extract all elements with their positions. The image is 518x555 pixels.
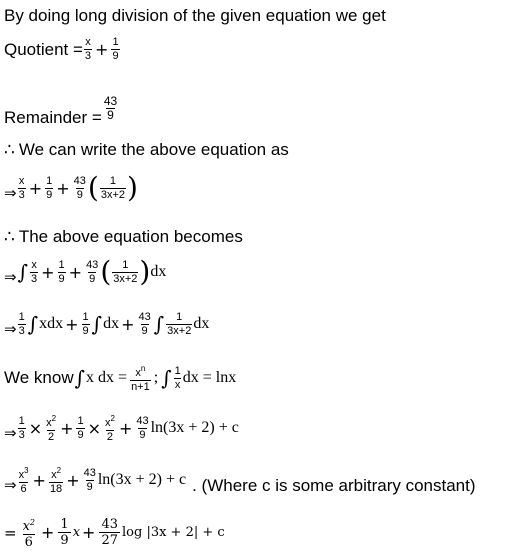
quotient-line: Quotient = $\frac{x}{3}$ + $\frac{1}{9}$ bbox=[4, 36, 119, 62]
implies-icon: ⇒ bbox=[4, 184, 17, 202]
implies-icon-4: ⇒ bbox=[4, 424, 17, 442]
implies-icon-3: ⇒ bbox=[4, 320, 17, 338]
integral-expression: ⇒ ∫ $\frac{x}{3}$ + $\frac{1}{9}$ + $\frac{43}{9}$ ( $\frac{1}{3x+2}$ ) dx bbox=[4, 255, 167, 288]
simplified-expression: ⇒ $\frac{x^3}{6}$ + $\frac{x^2}{18}$ + $\frac{43}{9}$ ln(3x + 2) + c . (Where c is some arbitrary constant) bbox=[4, 466, 476, 495]
therefore-icon-2: ∴ bbox=[4, 227, 15, 247]
expanded-expression: ⇒ $\frac{x}{3}$ + $\frac{1}{9}$ + $\frac{43}{9}$ ( $\frac{1}{3x+2}$ ) bbox=[4, 171, 138, 204]
integrated-expression: ⇒ $\frac{1}{3}$ × $\frac{x^2}{2}$ + $\frac{1}{9}$ × $\frac{x^2}{2}$ + $\frac{43}{9}$ ln(3x + 2) + c bbox=[4, 414, 239, 443]
known-formulas: We know ∫ x dx = $\frac{x^n}{n+1}$ ; ∫ $\frac{1}{x}$ dx = lnx bbox=[4, 364, 237, 393]
intro-text: By doing long division of the given equation we get bbox=[4, 6, 386, 25]
implies-icon-2: ⇒ bbox=[4, 268, 17, 286]
constant-note: . (Where c is some arbitrary constant) bbox=[192, 476, 476, 495]
implies-icon-5: ⇒ bbox=[4, 476, 17, 494]
split-integrals: ⇒ $\frac{1}{3}$ ∫ xdx + $\frac{1}{9}$ ∫ dx + $\frac{43}{9}$ ∫ $\frac{1}{3x+2}$ dx bbox=[4, 310, 210, 338]
remainder-label: Remainder = bbox=[4, 108, 102, 127]
remainder-frac: $\frac{43}{9}$ bbox=[103, 93, 118, 122]
final-answer: = $\frac{x^2}{6}$ + $\frac{1}{9}$ x + $\frac{43}{27}$ log |3x + 2| + c bbox=[4, 517, 225, 550]
becomes-line bbox=[4, 227, 243, 247]
intro-line bbox=[4, 6, 386, 26]
quotient-frac-1: $\frac{x}{3}$ bbox=[84, 36, 92, 62]
we-know-label: We know bbox=[4, 368, 74, 387]
quotient-frac-2: $\frac{1}{9}$ bbox=[112, 36, 119, 62]
rewrite-line bbox=[4, 140, 289, 160]
rewrite-text: We can write the above equation as bbox=[18, 140, 289, 159]
therefore-icon: ∴ bbox=[4, 140, 15, 160]
remainder-line bbox=[4, 88, 119, 128]
quotient-label: Quotient = bbox=[4, 39, 83, 59]
becomes-text: The above equation becomes bbox=[18, 227, 243, 246]
